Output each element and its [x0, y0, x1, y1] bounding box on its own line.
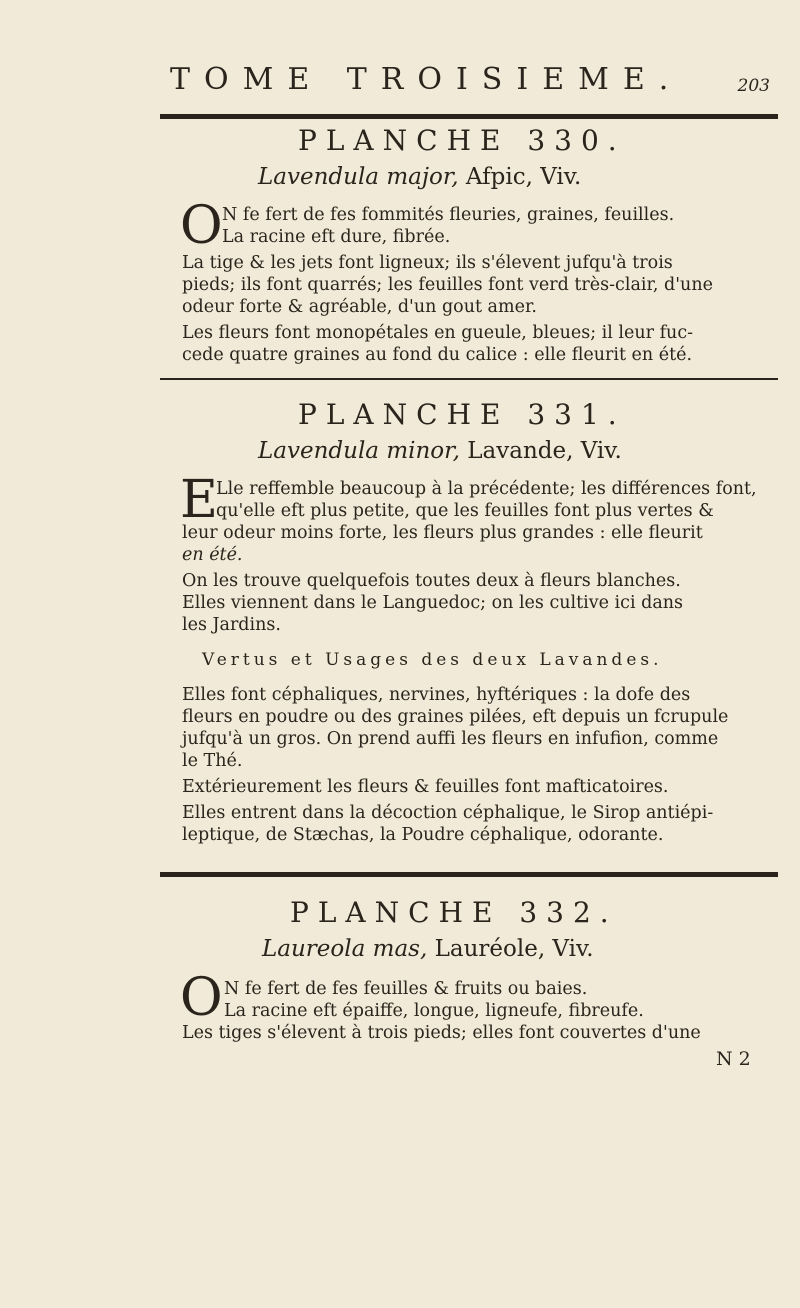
text-line: Les tiges s'élevent à trois pieds; elles font couvertes d'une — [182, 1023, 701, 1043]
text-line: fleurs en poudre ou des graines pilées, eft depuis un fcrupule — [182, 707, 729, 727]
paragraph — [182, 322, 774, 366]
paragraph — [224, 978, 778, 1022]
text-line: N fe fert de fes fommités fleuries, graines, feuilles. — [222, 205, 675, 225]
text-line: jufqu'à un gros. On prend auffi les fleurs en infufion, comme — [182, 729, 719, 749]
text-line: odeur forte & agréable, d'un gout amer. — [182, 297, 537, 317]
page-number: 203 — [737, 76, 770, 96]
french-name: Afpic, Viv. — [465, 164, 582, 190]
latin-name: Laureola mas, — [262, 936, 428, 962]
section-rule — [160, 872, 778, 877]
text-line: On les trouve quelquefois toutes deux à fleurs blanches. — [182, 571, 681, 591]
latin-name: Lavendula minor, — [258, 438, 460, 464]
virtues-heading: Vertus et Usages des deux Lavandes. — [202, 650, 663, 670]
text-line: Extérieurement les fleurs & feuilles font mafticatoires. — [182, 777, 669, 797]
plant-name-330 — [258, 164, 581, 190]
text-line: en été. — [182, 545, 243, 565]
paragraph — [222, 204, 778, 248]
text-line: pieds; ils font quarrés; les feuilles font verd très-clair, d'une — [182, 275, 713, 295]
paragraph — [182, 802, 774, 846]
plate-title-330: PLANCHE 330. — [298, 124, 626, 157]
text-line: Elles font céphaliques, nervines, hyftériques : la dofe des — [182, 685, 691, 705]
catchword: N 2 — [716, 1048, 751, 1070]
text-line: La tige & les jets font ligneux; ils s'élevent jufqu'à trois — [182, 253, 673, 273]
plate-title-331: PLANCHE 331. — [298, 398, 626, 431]
dropcap: E — [180, 470, 218, 530]
paragraph — [182, 570, 774, 636]
text-line: La racine eft dure, fibrée. — [222, 227, 451, 247]
text-line: La racine eft épaiffe, longue, ligneufe, fibreufe. — [224, 1001, 644, 1021]
text-line: le Thé. — [182, 751, 243, 771]
text-line: leptique, de Stæchas, la Poudre céphalique, odorante. — [182, 825, 664, 845]
text-line: Elles viennent dans le Languedoc; on les cultive ici dans — [182, 593, 684, 613]
text-line: cede quatre graines au fond du calice : elle fleurit en été. — [182, 345, 693, 365]
text-line: les Jardins. — [182, 615, 281, 635]
text-line: Elles entrent dans la décoction céphalique, le Sirop antiépi- — [182, 803, 714, 823]
dropcap: O — [180, 196, 223, 256]
paragraph — [216, 478, 778, 522]
paragraph — [182, 684, 774, 772]
text-line: N fe fert de fes feuilles & fruits ou baies. — [224, 979, 588, 999]
text-line: Lle reffemble beaucoup à la précédente; les différences font, — [216, 479, 757, 499]
paragraph — [182, 776, 774, 798]
running-head: TOME TROISIEME. — [170, 62, 683, 97]
french-name: Lauréole, Viv. — [434, 936, 594, 962]
paragraph — [182, 522, 774, 566]
plate-title-332: PLANCHE 332. — [290, 896, 618, 929]
french-name: Lavande, Viv. — [467, 438, 622, 464]
plant-name-332 — [262, 936, 594, 962]
paragraph — [182, 1022, 774, 1044]
header-rule — [160, 114, 778, 119]
plant-name-331 — [258, 438, 622, 464]
latin-name: Lavendula major, — [258, 164, 459, 190]
text-line: leur odeur moins forte, les fleurs plus grandes : elle fleurit — [182, 523, 703, 543]
paragraph — [182, 252, 774, 318]
section-rule — [160, 378, 778, 380]
dropcap: O — [180, 968, 223, 1028]
text-line: qu'elle eft plus petite, que les feuilles font plus vertes & — [216, 501, 714, 521]
page-header — [170, 62, 770, 102]
text-line: Les fleurs font monopétales en gueule, bleues; il leur fuc- — [182, 323, 694, 343]
